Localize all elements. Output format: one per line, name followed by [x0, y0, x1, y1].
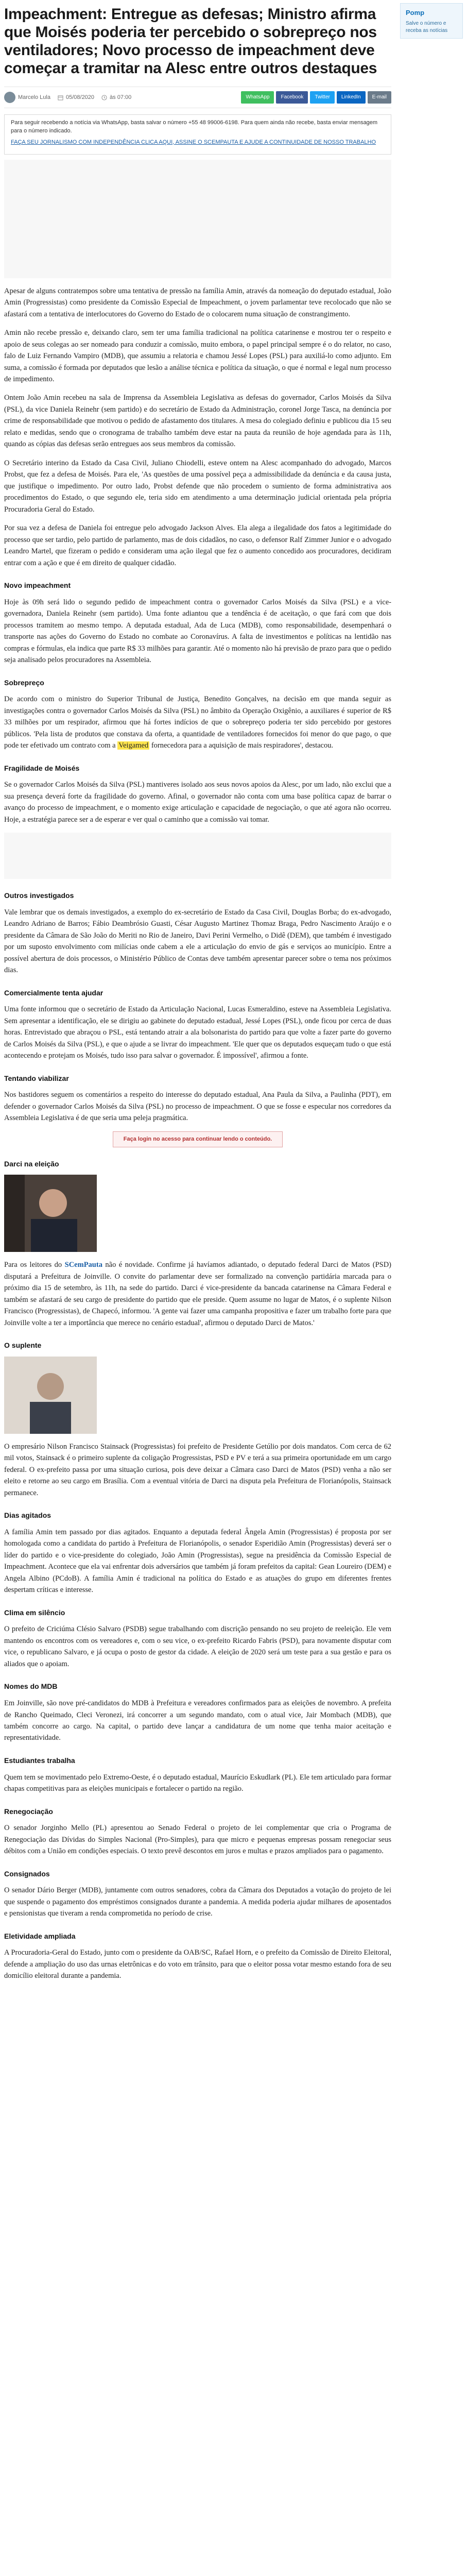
login-alert[interactable]: Faça login no acesso para continuar lendo o conteúdo. — [113, 1131, 283, 1147]
intro-paragraph: Amin não recebe pressão e, deixando claro, sem ter uma família tradicional na política catarinense e mostrou ter o respeito e apoio de seus colegas ao ser nomeado para conduzir a comissão, muito embora, o papel principal sempre é o do relator, no caso, falo de Luiz Fernando Vampiro (MDB), que assumiu a relatoria e chamou Jessé Lopes (PSL) para auxiliá-lo como adjunto. Em suma, a comissão é formada por deputados que lesão a análise técnica e política da situação, o que é normal e legal num processo de impedimento. — [4, 329, 391, 383]
article-intro — [4, 285, 391, 569]
date-text: 05/08/2020 — [65, 94, 95, 100]
notice-text: Para seguir recebendo a notícia via WhatsApp, basta salvar o número +55 48 99006-6198. Para quem ainda não recebe, basta enviar mensagem para o número indicado. — [11, 119, 378, 134]
section-paragraph: Vale lembrar que os demais investigados, a exemplo do ex-secretário de Estado da Casa Civil, Douglas Borba; do ex-advogado, Leandro Adriano de Barros; Fábio Deambrósio Guasti, César Augusto Martinez Thomaz Braga, Pedro Nascimento Araújo e o presidente da Câmara de São João do Meriti no Rio de Janeiro, Davi Perini Vermelho, o Didê (DEM), que também é investigado por um suposto envolvimento com milícias onde cabem a ele a articulação do envio de gás e serviços ao município. Entre a possível abertura de dois processos, o Ministério Público de Contas deve também apresentar parecer sobre o tema nos próximos dias. — [4, 908, 391, 975]
section-paragraph: Nos bastidores seguem os comentários a respeito do interesse do deputado estadual, Ana Paula da Silva, a Paulinha (PDT), em defender o governador Carlos Moisés da Silva (PSL) no processo de impeachment. O que se fosse e especular nos corredores da Assembleia Legislativa é de que seria uma peleja pragmática. — [4, 1091, 391, 1123]
share-buttons — [241, 91, 391, 104]
section-heading: Renegociação — [4, 1807, 53, 1816]
section-paragraph: Quem tem se movimentado pelo Extremo-Oeste, é o deputado estadual, Maurício Eskudlark (PL). Ele tem articulado para formar chapas competitivas para as eleições municipais e fortalecer o partido na região. — [4, 1773, 391, 1793]
author[interactable] — [4, 92, 50, 103]
intro-paragraph: Por sua vez a defesa de Daniela foi entregue pelo advogado Jackson Alves. Ela alega a ilegalidade dos fatos a legitimidade do processo que ser tardio, pelo partido de parlamento, mas de dois cidadãos, no caso, o defensor Ralf Zimmer Junior e o advogado Leandro Martel, que fizeram o pedido e consideram uma ação ilegal que fez o aumento concedido aos procuradores, decidiram entrar com a ação e que é em direito de qualquer cidadão. — [4, 524, 391, 567]
ad-slot-mid — [4, 833, 391, 879]
section-paragraph: Uma fonte informou que o secretário de Estado da Articulação Nacional, Lucas Esmeraldino, esteve na Assembleia Legislativa. Sem apresentar a identificação, ele se dirigiu ao gabinete do deputado estadual, Jessé Lopes (PSL), onde ficou por cerca de duas horas. Entrevistado que abraçou o PSL, está tentando atrair a ala bolsonarista do partido para que volte a fazer parte do governo de Carlos Moisés da Silva (PSL), e que o ajude a se livrar do impeachment. 'Ele quer que os deputados esqueçam tudo o que está acontecendo e protejam os Moisés, tudo isso para salvar o governador. É impossível', afirmou a fonte. — [4, 1005, 391, 1060]
section-heading: O suplente — [4, 1341, 42, 1350]
support-link[interactable]: FAÇA SEU JORNALISMO COM INDEPENDÊNCIA CLICA AQUI, ASSINE O SCEMPAUTA E AJUDE A CONTINUIDADE DE NOSSO TRABALHO — [11, 139, 376, 145]
whatsapp-promo[interactable] — [400, 3, 463, 39]
share-email-button[interactable]: E-mail — [368, 91, 391, 104]
section-paragraph: O senador Jorginho Mello (PL) apresentou ao Senado Federal o projeto de lei complementar que cria o Programa de Renegociação das Dívidas do Simples Nacional (Pro-Simples), para que micro e pequenas empresas possam renegociar seus débitos com a União em condições especiais. O texto prevê descontos em juros e multas e prazos ampliados para o pagamento. — [4, 1824, 391, 1856]
clock-icon — [101, 95, 107, 100]
section-heading: Darci na eleição — [4, 1159, 59, 1168]
author-avatar — [4, 92, 15, 103]
section-paragraph: Se o governador Carlos Moisés da Silva (PSL) mantiveres isolado aos seus novos apoios da Alesc, por um lado, não exclui que a sua presença deverá forte da fragilidade do governo. Afinal, o governador não conta com uma base política capaz de barrar o avanço do processo de impeachment, e o momento exige articulação e capacidade de negociação, o que até agora não ocorreu. Hoje, a estratégia parece ser a de esperar e ver qual o caminho que a comissão vai tomar. — [4, 781, 391, 824]
section-paragraph: O senador Dário Berger (MDB), juntamente com outros senadores, cobra da Câmara dos Deputados a votação do projeto de lei que suspende o pagamento dos empréstimos consignados durante a pandemia. A medida poderia ajudar milhares de aposentados e pensionistas que tiveram a renda comprometida no período de crise. — [4, 1886, 391, 1918]
section-photo — [4, 1357, 97, 1434]
publish-date — [58, 93, 94, 102]
article-meta — [4, 87, 391, 108]
section-heading: Clima em silêncio — [4, 1608, 65, 1617]
section-paragraph: De acordo com o ministro do Superior Tribunal de Justiça, Benedito Gonçalves, na decisão em que manda seguir as investigações contra o governador Carlos Moisés da Silva (PSL) no âmbito da Operação Oxigênio, a auxiliares é superior de R$ 33 milhões por um respirador, afirmou que há fortes indícios de que o sobrepreço poderia ter sido percebido por gestores públicos. 'Pela lista de produtos que constava da oferta, a quantidade de ventiladores fornecidos foi menor do que pago, o que pode ter efetivado um contrato com a Veigamed fornecedora para a aquisição de mais respiradores', destacou. — [4, 695, 391, 750]
section-paragraph: Hoje às 09h será lido o segundo pedido de impeachment contra o governador Carlos Moisés da Silva (PSL) e a vice-governadora, Daniela Reinehr (sem partido). Uma fonte adiantou que a tendência é de aceitação, o que fará com que dois processos tramitem ao mesmo tempo. A deputada estadual, Ada de Luca (MDB), como responsabilidade, desempenhará o transporte nas ações do Governo do Estado no combate ao Coronavírus. A falta de investimentos e políticas na lentidão nas compras e fórmulas, ela indica que parte R$ 33 milhões para garantir. Até o momento não há previsão de prazo para que o pedido seja analisado pelos procuradores na Assembleia. — [4, 598, 391, 665]
section-heading: Fragilidade de Moisés — [4, 764, 80, 772]
inline-link[interactable]: SCemPauta — [64, 1261, 102, 1269]
share-facebook-button[interactable]: Facebook — [276, 91, 308, 104]
share-twitter-button[interactable]: Twitter — [310, 91, 334, 104]
intro-paragraph: O Secretário interino da Estado da Casa Civil, Juliano Chiodelli, esteve ontem na Alesc acompanhado do advogado, Marcos Probst, que fez a defesa de Moisés. Para ele, 'As questões de uma possível peça a admissibilidade da denúncia e da causa justa, que justifique o impedimento. Por outro lado, Probst defende que não procedem o sumiento de forma administrativa aos procedimentos do Estado, o que segundo ele, teria sido em atendimento a uma determinação judicial orientada pela própria Procuradoria Geral do Estado. — [4, 459, 391, 514]
publish-time — [101, 93, 131, 102]
share-whatsapp-button[interactable]: WhatsApp — [241, 91, 274, 104]
section-heading: Dias agitados — [4, 1511, 51, 1520]
share-linkedin-button[interactable]: LinkedIn — [337, 91, 366, 104]
intro-paragraph: Apesar de alguns contratempos sobre uma tentativa de pressão na família Amin, através da nomeação do deputado estadual, João Amin (Progressistas) como presidente da Comissão Especial de Impeachment, o jovem parlamentar teve recolocado que não se afastará com a tentativa de interlocutores do Governo do Estado de o colocarem numa situação de constrangimento. — [4, 286, 391, 318]
section-paragraph: O empresário Nilson Francisco Stainsack (Progressistas) foi prefeito de Presidente Getúlio por dois mandatos. Com cerca de 62 mil votos, Stainsack é o primeiro suplente da coligação Progressistas, PSD e PV e terá a sua primeira oportunidade em um cargo federal. O ex-prefeito passa por uma situação curiosa, pois deve deixar a Câmara caso Darci de Matos (PSD) venha a não ser eleito e retorne ao seu cargo em Brasília. Com a eventual vitória de Darci na disputa pela Prefeitura de Florianópolis, Stainsack permanece. — [4, 1442, 391, 1497]
intro-paragraph: Ontem João Amin recebeu na sala de Imprensa da Assembleia Legislativa as defesas do governador, Carlos Moisés da Silva (PSL), da vice Daniela Reinehr (sem partido) e do secretário de Estado da Administração, coronel Jorge Tasca, na denúncia por crime de responsabilidade que motivou o pedido de afastamento dos titulares. A mesa do colegiado definiu e publicou dia 15 seu relato e medidas, sendo que o cronograma de trabalho também deve estar na pauta da reunião de hoje agendada para às 11h, quando as cópias das defesas serão entregues aos seus membros da comissão. — [4, 394, 391, 449]
section-paragraph: A Procuradoria-Geral do Estado, junto com o presidente da OAB/SC, Rafael Horn, e o prefeito da Comissão de Direito Eleitoral, defende a ampliação do uso das urnas eletrônicas e do voto em trânsito, para que o eleitor possa votar mesmo estando fora de seu domicílio eleitoral durante a pandemia. — [4, 1948, 391, 1980]
section-heading: Tentando viabilizar — [4, 1074, 69, 1082]
section-paragraph: O prefeito de Criciúma Clésio Salvaro (PSDB) segue trabalhando com discrição pensando no seu projeto de reeleição. Ele vem mantendo os encontros com os vereadores e, com o seu vice, o ex-prefeito Ricardo Fabris (PSD), para novamente disputar com vice, o republicano Salvaro, e já ocupa o posto de gestor da cidade. A eleição de 2020 será um teste para a sua gestão e para os aliados que o apoiam. — [4, 1625, 391, 1668]
section-heading: Outros investigados — [4, 891, 74, 900]
section-heading: Eletividade ampliada — [4, 1931, 76, 1940]
time-text: às 07:00 — [110, 94, 132, 100]
article-sections — [4, 580, 391, 1982]
section-paragraph: Para os leitores do SCemPauta não é novidade. Confirme já havíamos adiantado, o deputado federal Darci de Matos (PSD) disputará a Prefeitura de Joinville. O convite do parlamentar deve ser formalizado na convenção partidária marcada para o próximo dia 15 de setembro, às 11h, na sede do partido. Darci é vice-presidente da bancada catarinense na Câmara Federal e também se afastará de seu cargo de presidente do partido que ele preside. Quem assume no lugar de Matos, é o suplente Nilson Francisco (Progressistas), de Chapecó, informou. 'A gente vai fazer uma campanha propositiva e fazer um trabalho forte para que Joinville volte a ter a importância que merece no cenário estadual', afirmou o deputado Darci de Matos.' — [4, 1261, 392, 1327]
promo-subtitle: Salve o número e receba as notícias — [406, 21, 448, 33]
section-heading: Comercialmente tenta ajudar — [4, 988, 103, 997]
promo-title: Pomp — [406, 9, 425, 16]
section-heading: Nomes do MDB — [4, 1682, 58, 1691]
article-headline: Impeachment: Entregue as defesas; Ministro afirma que Moisés poderia ter percebido o sobrepreço nos ventiladores; Novo processo de impeachment deve começar a tramitar na Alesc entre outros destaques — [4, 6, 377, 77]
section-heading: Consignados — [4, 1869, 50, 1878]
section-heading: Sobrepreço — [4, 678, 44, 687]
meta-info — [4, 92, 131, 103]
calendar-icon — [58, 95, 63, 100]
section-photo — [4, 1175, 97, 1252]
section-heading: Estudiantes trabalha — [4, 1756, 75, 1765]
right-rail — [400, 0, 467, 39]
subscription-notice — [4, 114, 391, 155]
section-paragraph: Em Joinville, são nove pré-candidatos do MDB à Prefeitura e vereadores confirmados para as eleições de novembro. A prefeita de Rancho Queimado, Cleci Veronezi, irá concorrer a um segundo mandato, com o atual vice, Jair Mombach (MDB), que também concorre ao cargo. Na capital, o partido deve lançar a candidatura de um nome que tenha maior aceitação e representatividade. — [4, 1699, 391, 1742]
author-name: Marcelo Lula — [18, 94, 50, 100]
section-heading: Novo impeachment — [4, 581, 71, 589]
section-paragraph: A família Amin tem passado por dias agitados. Enquanto a deputada federal Ângela Amin (Progressistas) é proposta por ser homologada como a candidata do partido à Prefeitura de Florianópolis, o senador Esperidião Amin (Progressistas) deverá ser o líder do partido e o vice-presidente do colegiado, João Amin (Progressistas), segue na presidência da Comissão Especial de Impeachment. Acontece que ela vai enfrentar dois adversários que também já foram prefeitos da capital: Gean Loureiro (DEM) e Angela Albino (PCdoB). A família Amin é tradicional na política do Estado e as atuações do grupo em diferentes frentes despertam críticas e interesse. — [4, 1528, 391, 1595]
ad-slot-top — [4, 160, 391, 278]
highlighted-term: Veigamed — [118, 741, 149, 750]
